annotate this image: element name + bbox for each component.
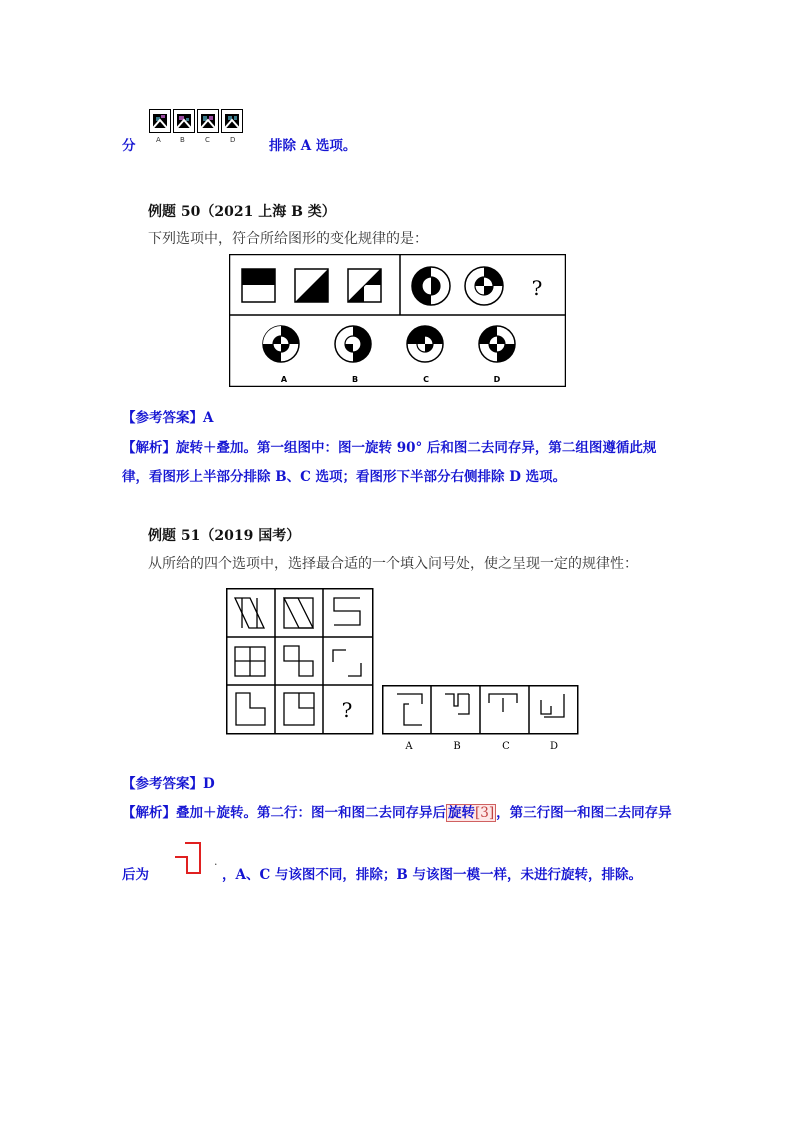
q51-cell-6 (333, 650, 361, 676)
q51-cell-3 (334, 598, 360, 625)
q51-option-b-image (445, 694, 469, 714)
q51-cell-7 (236, 693, 265, 725)
q50-option-label-a: A (280, 375, 288, 384)
q50-square-2 (295, 269, 328, 302)
top-option-c-image (197, 109, 219, 133)
q51-option-label-a: A (405, 741, 413, 752)
q51-option-label-c: C (502, 741, 510, 752)
q50-question: 下列选项中，符合所给图形的变化规律的是： (148, 231, 428, 247)
q51-analysis-text-1b: ，第三行图一和图二去同存异 (496, 805, 672, 821)
q50-option-label-c: C (423, 375, 429, 384)
q50-square-1 (242, 269, 275, 302)
q50-option-label-d: D (493, 375, 501, 384)
q51-cell-2 (284, 598, 313, 628)
q50-answer (122, 406, 213, 426)
q51-analysis-dot: · (214, 858, 218, 871)
q51-options-grid (383, 685, 578, 734)
q51-cell-8 (284, 693, 314, 725)
top-option-label-c: C (205, 136, 210, 144)
q51-option-a-image (397, 694, 422, 725)
q50-option-label-b: B (351, 375, 359, 384)
annotated-word: 旋转 (448, 805, 475, 821)
q50-option-c-image (407, 326, 443, 362)
q51-analysis-text-1a: 叠加＋旋转。第二行：图一和图二去同存异后 (176, 805, 446, 821)
q51-analysis-label: 【解析】 (122, 805, 176, 821)
top-option-d-image (221, 109, 243, 133)
q50-figure (229, 254, 566, 387)
q50-question-mark: ? (531, 276, 543, 300)
comment-reference: [3] (475, 805, 495, 821)
q51-option-label-d: D (549, 741, 559, 752)
q51-analysis-line-1 (122, 801, 672, 821)
suffix-text: 排除 A 选项。 (269, 138, 357, 154)
q51-analysis-line-2-rest: ，A、C 与该图不同，排除；B 与该图一模一样，未进行旋转，排除。 (222, 867, 643, 883)
q50-circle-2 (465, 267, 503, 305)
q51-analysis-line-2-prefix: 后为 (122, 867, 149, 883)
top-option-label-a: A (156, 136, 161, 144)
q50-answer-value: A (203, 410, 214, 426)
q50-analysis-line-1 (122, 436, 656, 456)
q50-option-b-image (335, 326, 371, 362)
q51-title: 例题 51（2019 国考） (148, 528, 301, 544)
q51-figure (226, 588, 580, 753)
q50-option-d-image (479, 326, 515, 362)
q51-answer-label: 【参考答案】 (122, 776, 203, 792)
comment-annotation[interactable] (446, 804, 496, 822)
q50-square-3 (348, 269, 381, 302)
q51-question-mark: ? (341, 698, 353, 722)
q51-option-c-image (489, 694, 517, 712)
top-option-a-image (149, 109, 171, 133)
prefix-text: 分 (122, 138, 136, 154)
q50-analysis-label: 【解析】 (122, 440, 176, 456)
red-shape-image (172, 838, 208, 878)
q51-cell-5 (284, 646, 313, 676)
q51-question: 从所给的四个选项中，选择最合适的一个填入问号处，使之呈现一定的规律性： (148, 556, 638, 572)
q51-cell-4 (235, 647, 265, 676)
q50-analysis-line-2: 律，看图形上半部分排除 B、C 选项；看图形下半部分右侧排除 D 选项。 (122, 469, 567, 485)
top-option-label-d: D (230, 136, 236, 144)
q50-analysis-text-1: 旋转＋叠加。第一组图中：图一旋转 90° 后和图二去同存异，第二组图遵循此规 (176, 440, 657, 456)
top-option-label-b: B (180, 136, 185, 144)
q51-answer-value: D (203, 776, 215, 792)
q50-title: 例题 50（2021 上海 B 类） (148, 204, 336, 220)
q50-option-a-image (263, 326, 299, 362)
top-option-b-image (173, 109, 195, 133)
q50-circle-1 (412, 267, 450, 305)
q51-cell-1 (235, 598, 264, 628)
q51-answer (122, 772, 215, 792)
q50-answer-label: 【参考答案】 (122, 410, 203, 426)
q51-option-label-b: B (453, 741, 461, 752)
q51-option-d-image (541, 694, 564, 717)
